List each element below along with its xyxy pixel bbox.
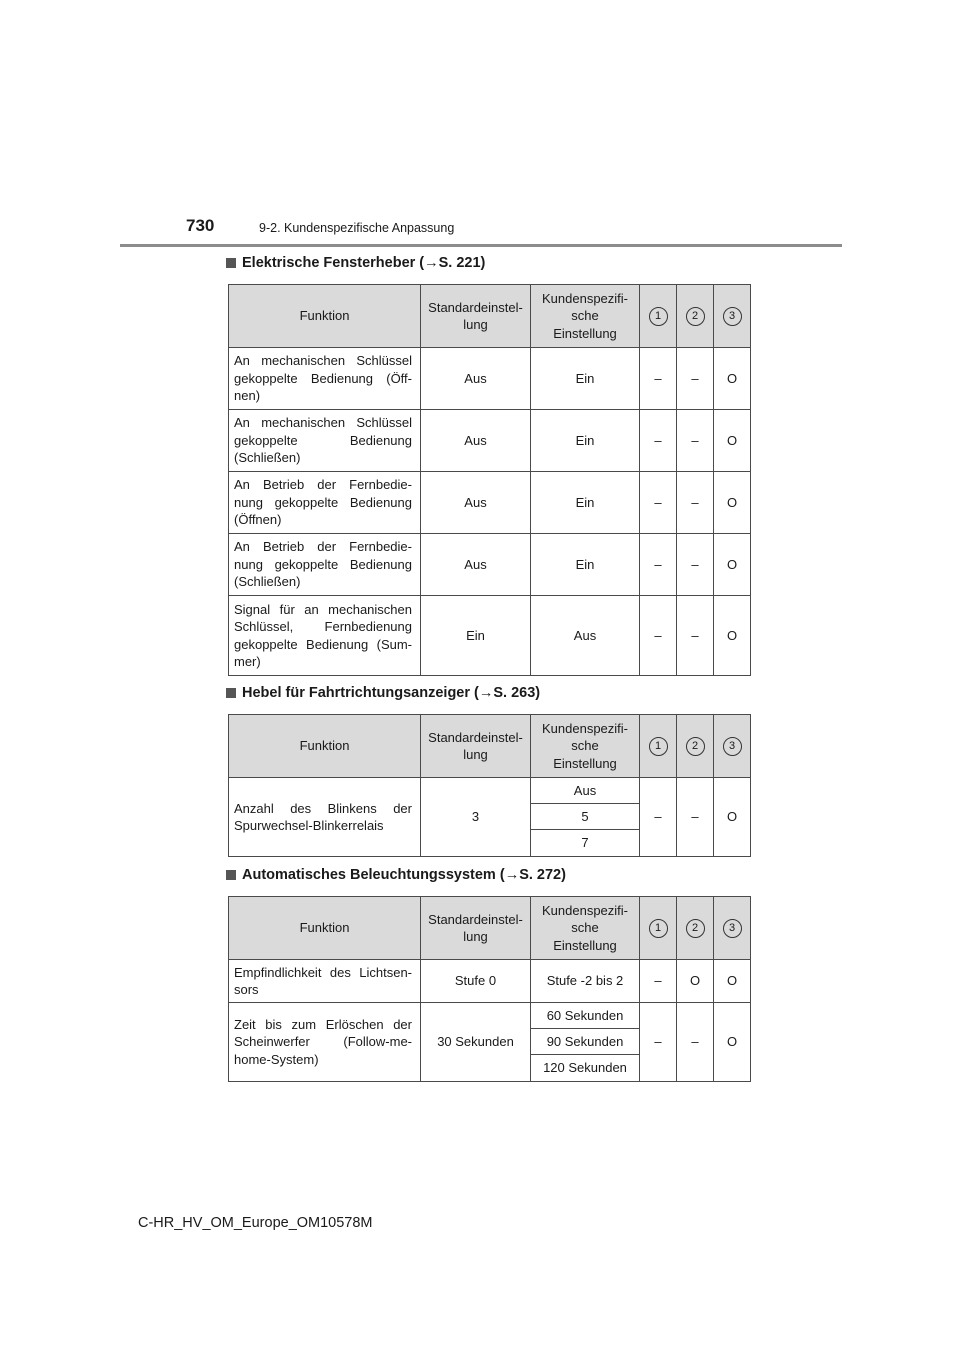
cell-funktion: An mechanischen Schlüssel gekoppelte Bedienung (Öff-nen) xyxy=(229,348,421,410)
bullet-square-icon xyxy=(226,870,236,880)
cell-col3: O xyxy=(714,778,751,857)
section-title-text: Elektrische Fensterheber ( xyxy=(242,255,425,271)
cell-custom: Ein xyxy=(531,472,640,534)
circled-three-icon: 3 xyxy=(723,919,742,938)
header-custom: Kundenspezifi- sche Einstellung xyxy=(531,897,640,960)
cell-funktion: Zeit bis zum Erlöschen der Scheinwerfer (Follow-me-home-System) xyxy=(229,1003,421,1082)
cell-standard: Stufe 0 xyxy=(421,960,531,1003)
circled-three-icon: 3 xyxy=(723,307,742,326)
table-row xyxy=(229,472,751,534)
header-col2 xyxy=(677,897,714,960)
cell-col3: O xyxy=(714,960,751,1003)
header-standard: Standardeinstel- lung xyxy=(421,285,531,348)
cell-funktion: An Betrieb der Fernbedie-nung gekoppelte Bedienung (Öffnen) xyxy=(229,472,421,534)
header-col1 xyxy=(640,897,677,960)
cell-col2: O xyxy=(677,960,714,1003)
arrow-right-icon: → xyxy=(504,867,520,883)
cell-col3: O xyxy=(714,472,751,534)
section-title-beleuchtung xyxy=(226,867,566,883)
table-blinker xyxy=(228,714,751,857)
circled-one-icon: 1 xyxy=(649,919,668,938)
arrow-right-icon: → xyxy=(424,255,439,271)
cell-standard: Aus xyxy=(421,348,531,410)
cell-standard: 30 Sekunden xyxy=(421,1003,531,1082)
cell-col1: – xyxy=(640,348,677,410)
cell-custom-option: 60 Sekunden xyxy=(531,1003,640,1029)
cell-col3: O xyxy=(714,534,751,596)
circled-two-icon: 2 xyxy=(686,307,705,326)
header-col3 xyxy=(714,285,751,348)
section-title-fensterheber xyxy=(226,255,485,271)
header-col3 xyxy=(714,897,751,960)
cell-custom: Aus xyxy=(531,596,640,676)
header-col1 xyxy=(640,285,677,348)
arrow-right-icon: → xyxy=(478,685,494,701)
table-row xyxy=(229,596,751,676)
cell-custom: Stufe -2 bis 2 xyxy=(531,960,640,1003)
cell-funktion: Empfindlichkeit des Lichtsen-sors xyxy=(229,960,421,1003)
section-title-blinker xyxy=(226,685,540,701)
table-row xyxy=(229,348,751,410)
cell-standard: Aus xyxy=(421,472,531,534)
table-header-row xyxy=(229,715,751,778)
cell-col2: – xyxy=(677,534,714,596)
header-col2 xyxy=(677,715,714,778)
cell-standard: Ein xyxy=(421,596,531,676)
table-row xyxy=(229,534,751,596)
page-number: 730 xyxy=(186,216,215,235)
cell-custom: Ein xyxy=(531,410,640,472)
table-row xyxy=(229,410,751,472)
cell-funktion: An mechanischen Schlüssel gekoppelte Bedienung (Schließen) xyxy=(229,410,421,472)
cell-col1: – xyxy=(640,410,677,472)
table-fensterheber xyxy=(228,284,751,676)
cell-standard: Aus xyxy=(421,410,531,472)
header-rule xyxy=(120,244,842,247)
table-beleuchtung xyxy=(228,896,751,1082)
table-header-row xyxy=(229,285,751,348)
header-col1 xyxy=(640,715,677,778)
cell-funktion: Signal für an mechanischen Schlüssel, Fernbedienung gekoppelte Bedienung (Sum-mer) xyxy=(229,596,421,676)
circled-two-icon: 2 xyxy=(686,737,705,756)
cell-custom-option: 120 Sekunden xyxy=(531,1055,640,1082)
cell-standard: 3 xyxy=(421,778,531,857)
section-title-text: Hebel für Fahrtrichtungsanzeiger ( xyxy=(242,685,479,701)
section-title-text: Automatisches Beleuchtungssystem ( xyxy=(242,867,505,883)
table-row xyxy=(229,960,751,1003)
cell-custom-option: 5 xyxy=(531,804,640,830)
cell-custom: Ein xyxy=(531,348,640,410)
table-row xyxy=(229,778,751,804)
cell-col1: – xyxy=(640,960,677,1003)
cell-col2: – xyxy=(677,348,714,410)
cell-col1: – xyxy=(640,1003,677,1082)
header-custom: Kundenspezifi- sche Einstellung xyxy=(531,285,640,348)
header-standard: Standardeinstel- lung xyxy=(421,715,531,778)
header-funktion: Funktion xyxy=(229,285,421,348)
bullet-square-icon xyxy=(226,258,236,268)
cell-custom: Ein xyxy=(531,534,640,596)
cell-funktion: An Betrieb der Fernbedie-nung gekoppelte Bedienung (Schließen) xyxy=(229,534,421,596)
section-page-ref[interactable]: S. 263) xyxy=(493,685,541,701)
cell-standard: Aus xyxy=(421,534,531,596)
circled-one-icon: 1 xyxy=(649,737,668,756)
circled-two-icon: 2 xyxy=(686,919,705,938)
bullet-square-icon xyxy=(226,688,236,698)
table-row xyxy=(229,1003,751,1029)
header-funktion: Funktion xyxy=(229,897,421,960)
cell-funktion: Anzahl des Blinkens der Spurwechsel-Blinkerrelais xyxy=(229,778,421,857)
header-col3 xyxy=(714,715,751,778)
cell-col1: – xyxy=(640,472,677,534)
cell-col3: O xyxy=(714,348,751,410)
cell-col2: – xyxy=(677,778,714,857)
circled-one-icon: 1 xyxy=(649,307,668,326)
cell-col2: – xyxy=(677,596,714,676)
cell-col1: – xyxy=(640,596,677,676)
header-funktion: Funktion xyxy=(229,715,421,778)
header-col2 xyxy=(677,285,714,348)
cell-col3: O xyxy=(714,1003,751,1082)
header-standard: Standardeinstel- lung xyxy=(421,897,531,960)
cell-col3: O xyxy=(714,596,751,676)
cell-col2: – xyxy=(677,472,714,534)
footer-doc-id: C-HR_HV_OM_Europe_OM10578M xyxy=(138,1215,373,1231)
section-page-ref[interactable]: S. 272) xyxy=(519,867,566,883)
chapter-title: 9-2. Kundenspezifische Anpassung xyxy=(259,221,455,235)
cell-col1: – xyxy=(640,534,677,596)
cell-custom-option: 90 Sekunden xyxy=(531,1029,640,1055)
circled-three-icon: 3 xyxy=(723,737,742,756)
cell-col2: – xyxy=(677,410,714,472)
section-page-ref[interactable]: S. 221) xyxy=(438,255,486,271)
cell-custom-option: Aus xyxy=(531,778,640,804)
cell-col1: – xyxy=(640,778,677,857)
table-header-row xyxy=(229,897,751,960)
cell-custom-option: 7 xyxy=(531,830,640,857)
cell-col3: O xyxy=(714,410,751,472)
cell-col2: – xyxy=(677,1003,714,1082)
header-custom: Kundenspezifi- sche Einstellung xyxy=(531,715,640,778)
